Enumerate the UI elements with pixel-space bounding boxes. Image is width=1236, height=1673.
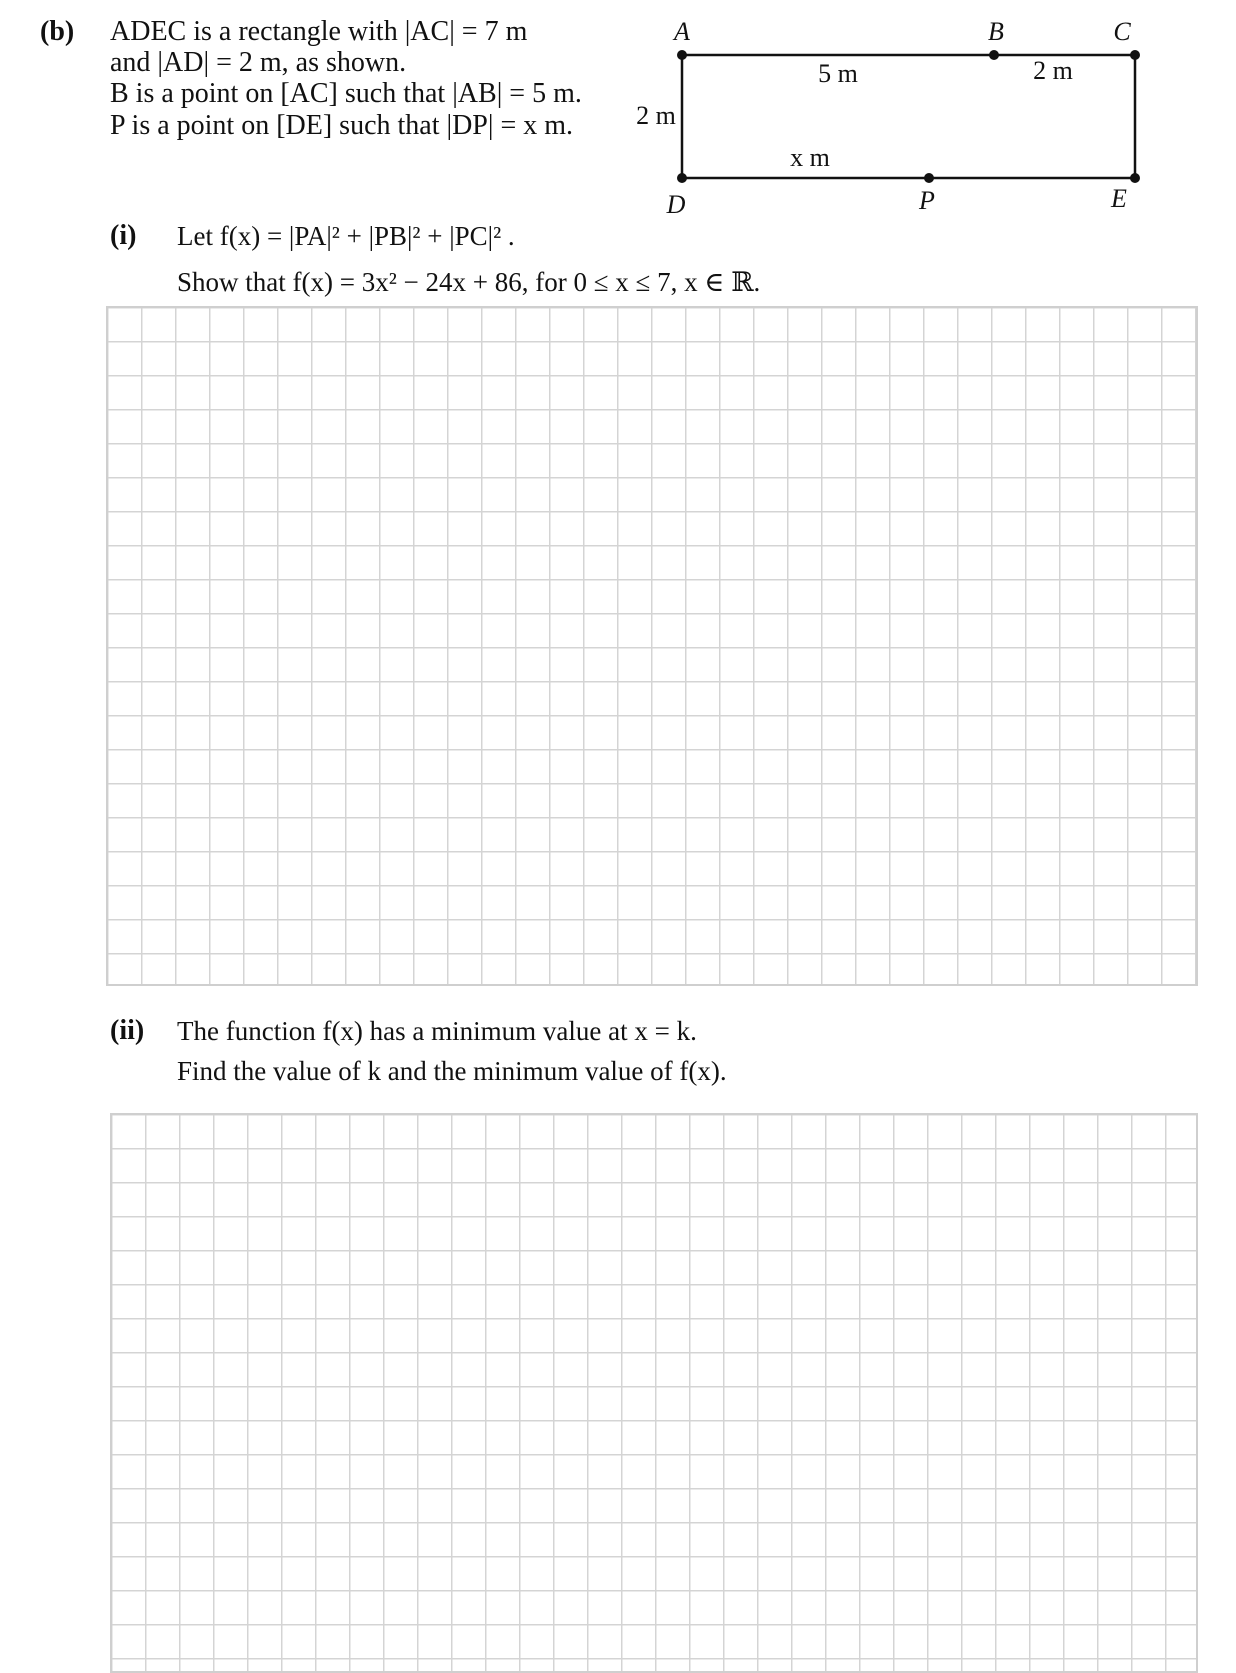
part-ii-line-1: The function f(x) has a minimum value at x = k.	[177, 1016, 697, 1046]
answer-grid-part-i[interactable]	[106, 306, 1198, 986]
intro-line-1: ADEC is a rectangle with |AC| = 7 m	[110, 16, 528, 47]
intro-line-3: B is a point on [AC] such that |AB| = 5 m.	[110, 78, 582, 109]
part-ii-label: (ii)	[110, 1015, 145, 1046]
point-b-dot	[989, 50, 999, 60]
part-i-line-2: Show that f(x) = 3x² − 24x + 86, for 0 ≤ x ≤ 7, x ∈ ℝ.	[177, 267, 761, 297]
vertex-label-p: P	[919, 186, 935, 215]
measure-dp: x m	[790, 143, 830, 172]
point-a-dot	[677, 50, 687, 60]
vertex-label-c: C	[1113, 17, 1131, 46]
measure-bc: 2 m	[1033, 56, 1073, 85]
part-i-label: (i)	[110, 220, 137, 251]
vertex-label-a: A	[674, 17, 690, 46]
vertex-label-b: B	[988, 17, 1004, 46]
answer-grid-part-ii[interactable]	[110, 1113, 1198, 1673]
point-p-dot	[924, 173, 934, 183]
measure-ad: 2 m	[636, 101, 676, 130]
vertex-label-e: E	[1111, 184, 1127, 213]
part-ii-line-2: Find the value of k and the minimum value of f(x).	[177, 1056, 727, 1086]
rectangle-diagram	[636, 10, 1220, 230]
vertex-label-d: D	[666, 190, 686, 219]
measure-ab: 5 m	[818, 59, 858, 88]
part-i-line-1: Let f(x) = |PA|² + |PB|² + |PC|² .	[177, 221, 515, 251]
intro-line-4: P is a point on [DE] such that |DP| = x m.	[110, 110, 574, 141]
point-c-dot	[1130, 50, 1140, 60]
point-e-dot	[1130, 173, 1140, 183]
point-d-dot	[677, 173, 687, 183]
intro-line-2: and |AD| = 2 m, as shown.	[110, 47, 407, 78]
part-b-label: (b)	[40, 16, 75, 47]
